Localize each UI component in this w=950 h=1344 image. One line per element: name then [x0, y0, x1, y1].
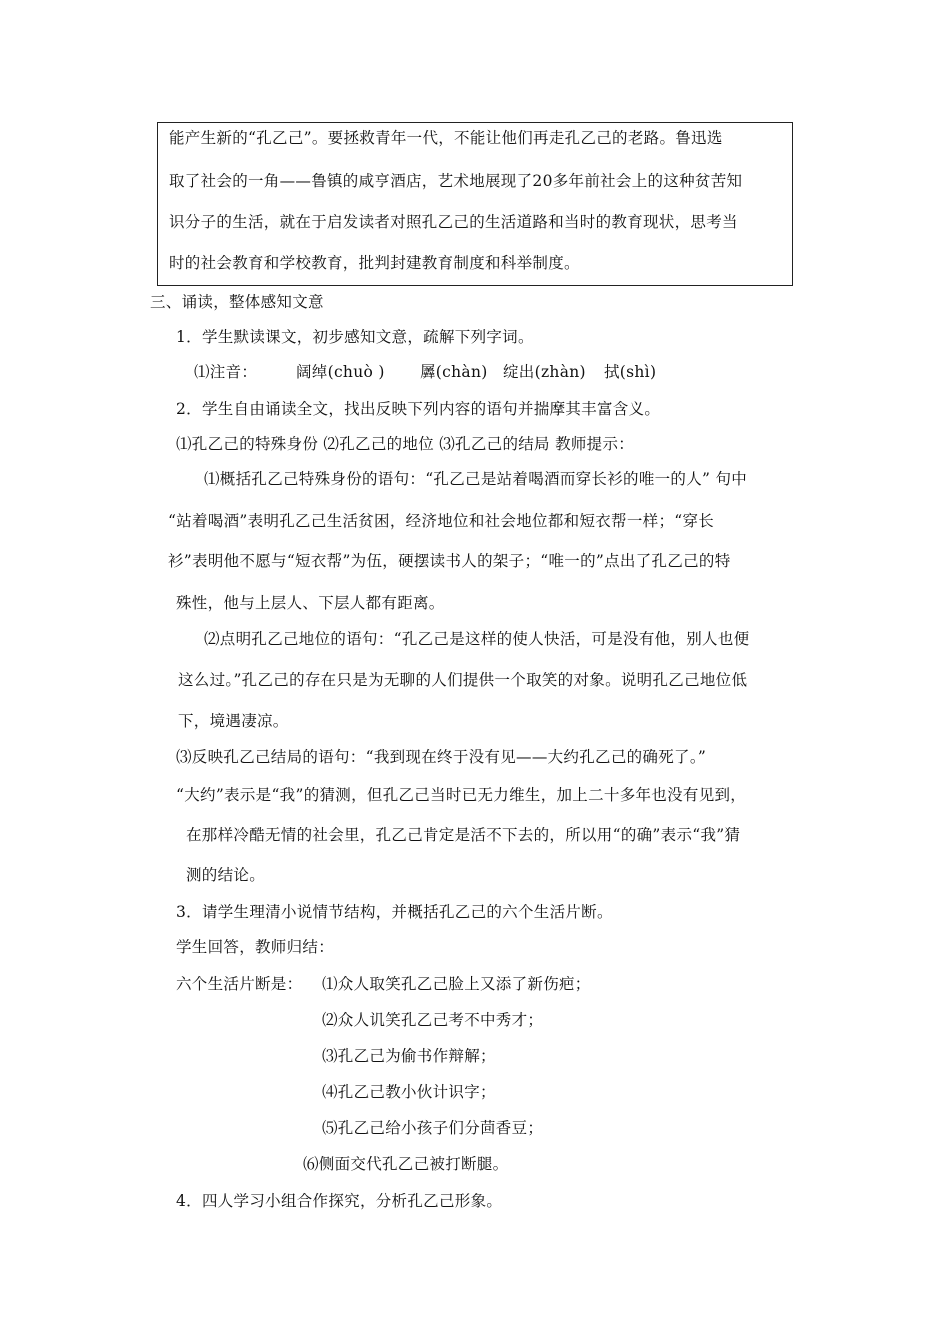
fragment-4: ⑷孔乙己教小伙计识字；: [322, 1083, 496, 1101]
para-2-line-3: 下，境遇凄凉。: [178, 712, 289, 730]
item-3-answer: 学生回答，教师归结：: [176, 938, 335, 956]
para-1-line-3: 衫”表明他不愿与“短衣帮”为伍，硬摆读书人的架子；“唯一的”点出了孔乙己的特: [168, 552, 731, 570]
para-1-line-1: ⑴概括孔乙己特殊身份的语句：“孔乙己是站着喝酒而穿长衫的唯一的人” 句中: [204, 470, 748, 488]
pronunciation-3: 绽出(zhàn): [503, 363, 586, 381]
fragments-label: 六个生活片断是：: [176, 975, 303, 993]
pronunciation-4: 拭(shì): [604, 363, 657, 381]
item-3: 3．请学生理清小说情节结构，并概括孔乙己的六个生活片断。: [176, 903, 613, 921]
pronunciation-2: 羼(chàn): [420, 363, 488, 381]
fragment-6: ⑹侧面交代孔乙己被打断腿。: [303, 1155, 509, 1173]
box-line-2: 取了社会的一角——鲁镇的咸亨酒店，艺术地展现了20多年前社会上的这种贫苦知: [169, 172, 743, 190]
item-2-sub: ⑴孔乙己的特殊身份 ⑵孔乙己的地位 ⑶孔乙己的结局 教师提示：: [176, 435, 635, 453]
item-1: 1．学生默读课文，初步感知文意，疏解下列字词。: [176, 328, 534, 346]
fragment-2: ⑵众人讥笑孔乙己考不中秀才；: [322, 1011, 544, 1029]
item-2: 2．学生自由诵读全文，找出反映下列内容的语句并揣摩其丰富含义。: [176, 400, 661, 418]
para-3-line-2: “大约”表示是“我”的猜测，但孔乙己当时已无力维生，加上二十多年也没有见到，: [176, 786, 747, 804]
fragment-1: ⑴众人取笑孔乙己脸上又添了新伤疤；: [322, 975, 591, 993]
para-3-line-1: ⑶反映孔乙己结局的语句：“我到现在终于没有见——大约孔乙己的确死了。”: [176, 748, 707, 766]
box-line-3: 识分子的生活，就在于启发读者对照孔乙己的生活道路和当时的教育现状，思考当: [169, 213, 738, 231]
section-heading: 三、诵读，整体感知文意: [150, 293, 324, 311]
fragment-5: ⑸孔乙己给小孩子们分茴香豆；: [322, 1119, 544, 1137]
para-2-line-1: ⑵点明孔乙己地位的语句：“孔乙己是这样的使人快活，可是没有他，别人也便: [204, 630, 750, 648]
box-line-4: 时的社会教育和学校教育，批判封建教育制度和科举制度。: [169, 254, 580, 272]
para-1-line-4: 殊性，他与上层人、下层人都有距离。: [176, 594, 445, 612]
para-3-line-4: 测的结论。: [186, 866, 266, 884]
pronunciation-1: 阔绰(chuò ): [296, 363, 385, 381]
para-1-line-2: “站着喝酒”表明孔乙己生活贫困，经济地位和社会地位都和短衣帮一样；“穿长: [168, 512, 715, 530]
pronunciation-label: ⑴注音：: [194, 363, 258, 381]
item-4: 4．四人学习小组合作探究，分析孔乙己形象。: [176, 1192, 503, 1210]
para-3-line-3: 在那样冷酷无情的社会里，孔乙己肯定是活不下去的，所以用“的确”表示“我”猜: [186, 826, 741, 844]
fragment-3: ⑶孔乙己为偷书作辩解；: [322, 1047, 496, 1065]
para-2-line-2: 这么过。”孔乙己的存在只是为无聊的人们提供一个取笑的对象。说明孔乙己地位低: [178, 671, 748, 689]
box-line-1: 能产生新的“孔乙己”。要拯救青年一代，不能让他们再走孔乙己的老路。鲁迅选: [169, 129, 723, 147]
